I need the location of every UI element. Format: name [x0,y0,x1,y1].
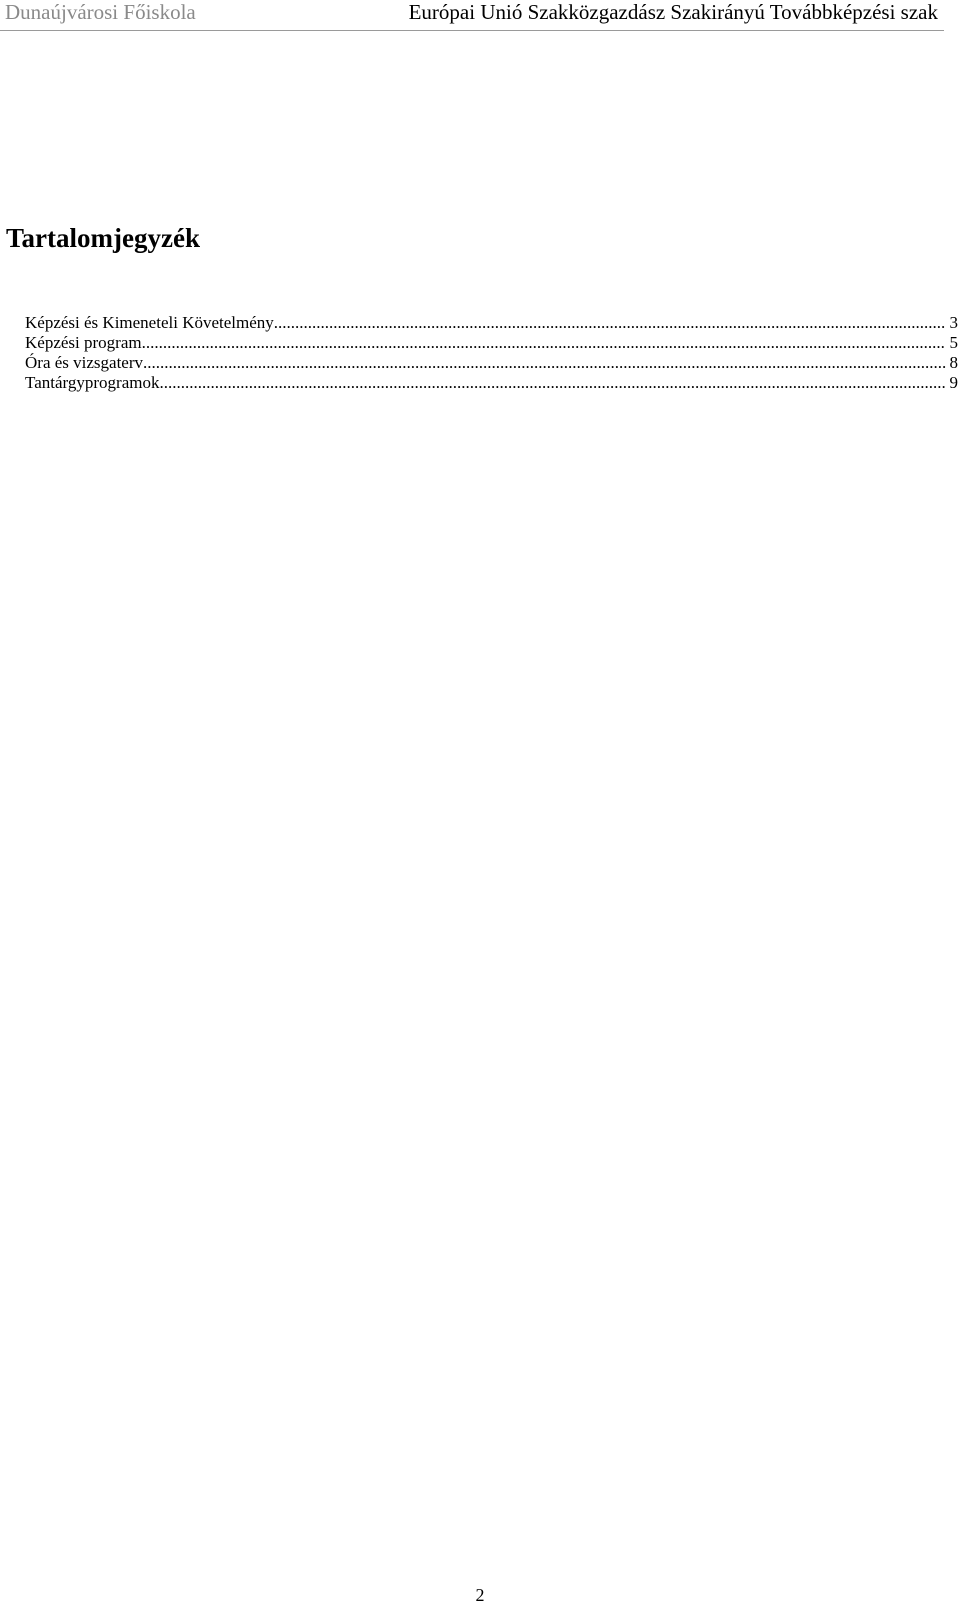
toc-entry[interactable] [25,373,958,393]
toc-entry-page: 8 [949,353,958,372]
toc-title: Tartalomjegyzék [6,223,200,253]
toc-leader-dots [159,373,945,393]
header-institution: Dunaújvárosi Főiskola [5,0,196,24]
header-program-title: Európai Unió Szakközgazdász Szakirányú Továbbképzési szak [408,0,938,24]
toc-entry-label: Képzési program [25,333,142,352]
toc-leader-dots [143,353,945,373]
toc-entry-label: Képzési és Kimeneteli Követelmény [25,313,274,332]
toc-entry-page: 5 [949,333,958,352]
toc-leader-dots [142,333,946,353]
toc-list [25,313,958,393]
toc-entry-page: 9 [949,373,958,392]
page-number: 2 [475,1585,485,1605]
toc-entry-label: Óra és vizsgaterv [25,353,144,372]
toc-entry[interactable] [25,313,958,333]
toc-entry[interactable] [25,333,958,353]
toc-leader-dots [274,313,946,333]
toc-entry[interactable] [25,353,958,373]
toc-entry-page: 3 [949,313,958,332]
page-header [0,0,944,31]
toc-entry-label: Tantárgyprogramok [25,373,160,392]
